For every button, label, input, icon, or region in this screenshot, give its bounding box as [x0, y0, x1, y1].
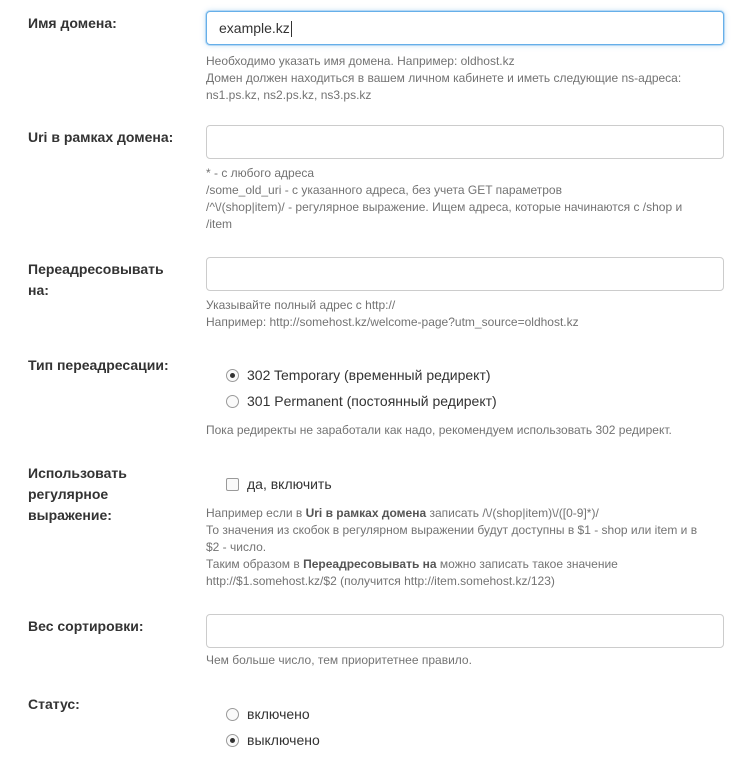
redirect-type-help	[206, 422, 726, 439]
redirect-type-301-option[interactable]	[226, 391, 497, 411]
uri-help-line: /item	[206, 217, 233, 231]
regex-help-text: Например если в	[206, 506, 306, 520]
redirect-type-302-label: 302 Temporary (временный редирект)	[247, 367, 491, 383]
regex-label-line: регулярное	[28, 486, 109, 502]
sort-help-line: Чем больше число, тем приоритетнее правило.	[206, 653, 472, 667]
regex-help-line: http://$1.somehost.kz/$2 (получится http://item.somehost.kz/123)	[206, 574, 555, 588]
redirect-type-help-line: Пока редиректы не заработали как надо, рекомендуем использовать 302 редирект.	[206, 423, 672, 437]
sort-input[interactable]	[206, 614, 724, 648]
status-disabled-label: выключено	[247, 732, 320, 748]
redirect-to-help-line: Указывайте полный адрес с http://	[206, 298, 396, 312]
regex-help-bold: Uri в рамках домена	[305, 506, 427, 520]
domain-help-line: ns1.ps.kz, ns2.ps.kz, ns3.ps.kz	[206, 88, 372, 102]
redirect-type-302-option[interactable]	[226, 365, 491, 385]
status-enabled-option[interactable]	[226, 704, 310, 724]
regex-enable-label: да, включить	[247, 476, 332, 492]
regex-help-line	[206, 556, 726, 573]
radio-unselected-icon[interactable]	[226, 395, 239, 408]
regex-help-text: записать /\/(shop|item)\/([0-9]*)/	[426, 506, 599, 520]
redirect-to-input[interactable]	[206, 257, 724, 291]
redirect-to-label-line: Переадресовывать	[28, 261, 164, 277]
redirect-to-label	[28, 259, 164, 301]
sort-help	[206, 652, 726, 669]
domain-input[interactable]	[206, 11, 724, 45]
redirect-to-label-line: на:	[28, 282, 49, 298]
domain-help-line: Необходимо указать имя домена. Например: oldhost.kz	[206, 54, 515, 68]
checkbox-unchecked-icon[interactable]	[226, 478, 239, 491]
domain-help-line: Домен должен находиться в вашем личном кабинете и иметь следующие ns-адреса:	[206, 71, 682, 85]
radio-selected-icon[interactable]	[226, 734, 239, 747]
regex-help-text: Таким образом в	[206, 557, 304, 571]
text-caret	[291, 21, 292, 37]
domain-input-value: example.kz	[219, 20, 290, 36]
uri-input[interactable]	[206, 125, 724, 159]
radio-unselected-icon[interactable]	[226, 708, 239, 721]
regex-help	[206, 505, 726, 590]
regex-help-line	[206, 505, 726, 522]
status-label: Статус:	[28, 696, 80, 712]
uri-label: Uri в рамках домена:	[28, 129, 174, 145]
regex-help-line: То значения из скобок в регулярном выражении будут доступны в $1 - shop или item и в	[206, 523, 698, 537]
regex-help-text: можно записать такое значение	[436, 557, 618, 571]
uri-help-line: * - с любого адреса	[206, 166, 315, 180]
sort-label: Вес сортировки:	[28, 618, 144, 634]
regex-label	[28, 463, 127, 526]
redirect-to-help-line: Например: http://somehost.kz/welcome-page?utm_source=oldhost.kz	[206, 315, 579, 329]
regex-enable-option[interactable]	[226, 474, 332, 494]
status-disabled-option[interactable]	[226, 730, 320, 750]
domain-help	[206, 53, 726, 104]
uri-help	[206, 165, 726, 233]
redirect-type-301-label: 301 Permanent (постоянный редирект)	[247, 393, 497, 409]
redirect-type-label: Тип переадресации:	[28, 357, 169, 373]
redirect-to-help	[206, 297, 726, 331]
status-enabled-label: включено	[247, 706, 310, 722]
uri-help-line: /^\/(shop|item)/ - регулярное выражение. Ищем адреса, которые начинаются с /shop и	[206, 200, 683, 214]
regex-label-line: Использовать	[28, 465, 127, 481]
regex-label-line: выражение:	[28, 507, 112, 523]
uri-help-line: /some_old_uri - с указанного адреса, без учета GET параметров	[206, 183, 562, 197]
regex-help-line: $2 - число.	[206, 540, 267, 554]
regex-help-bold: Переадресовывать на	[303, 557, 437, 571]
radio-selected-icon[interactable]	[226, 369, 239, 382]
domain-label: Имя домена:	[28, 15, 117, 31]
